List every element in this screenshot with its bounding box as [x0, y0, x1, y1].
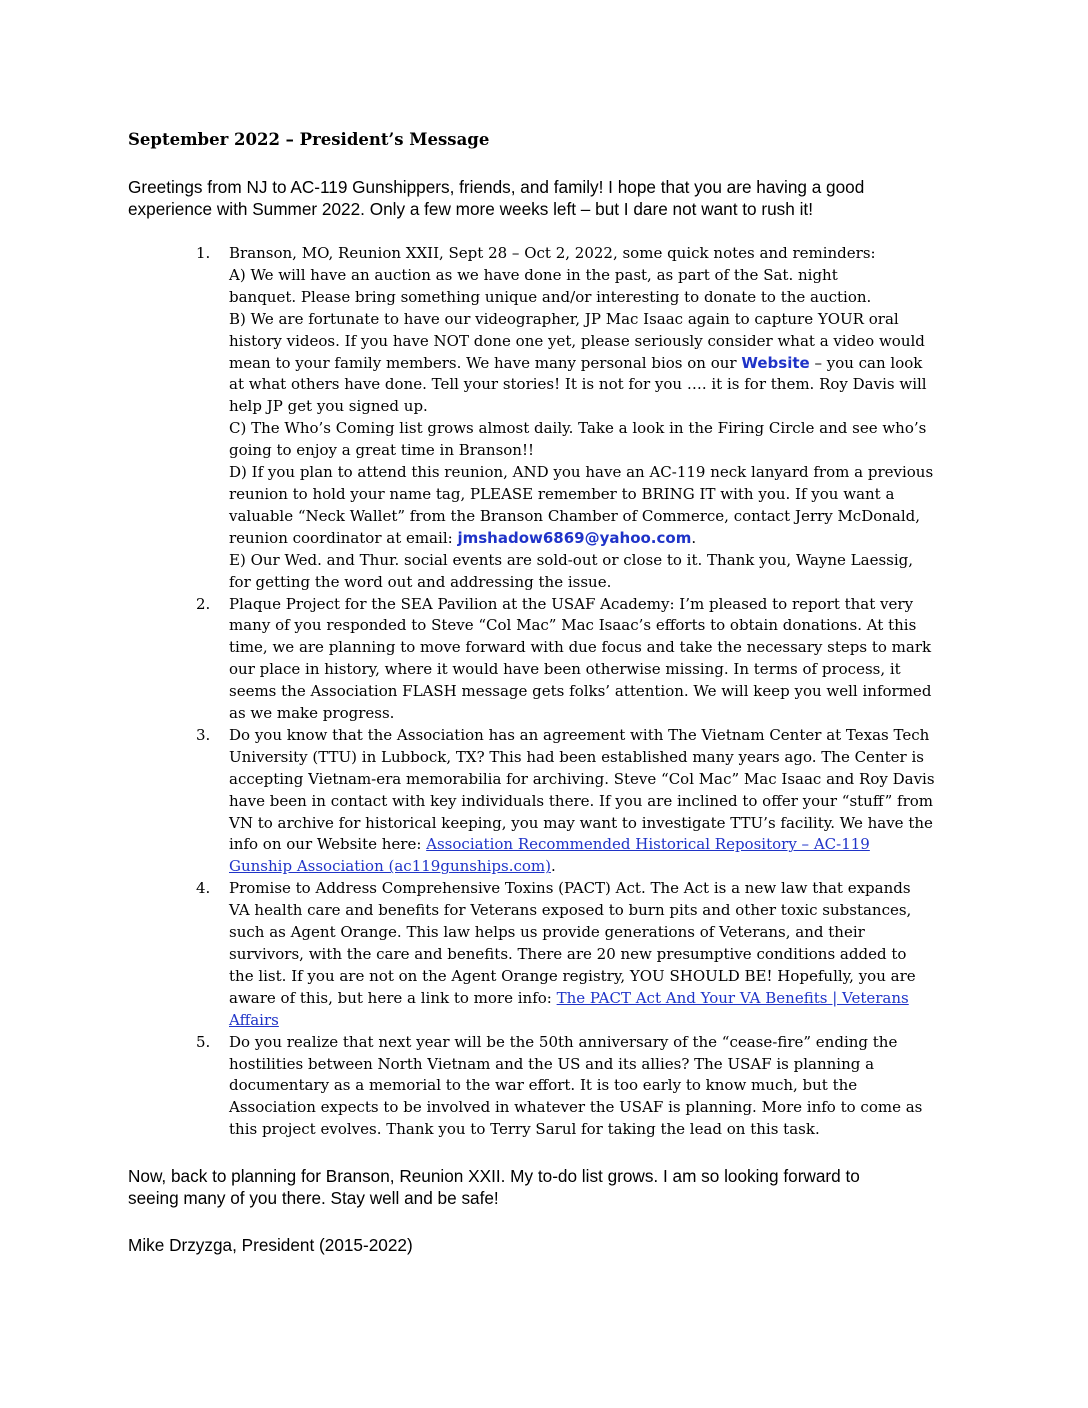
closing-line: Now, back to planning for Branson, Reunion XXII. My to-do list grows. I am so looking forward to	[128, 1166, 860, 1186]
list-line: as we make progress.	[229, 704, 395, 723]
list-line: Do you realize that next year will be the 50th anniversary of the “cease-fire” ending the	[229, 1032, 898, 1051]
list-line: for getting the word out and addressing the issue.	[229, 572, 612, 591]
list-line: hostilities between North Vietnam and the US and its allies? The USAF is planning a	[229, 1054, 875, 1073]
list-number: 1.	[196, 244, 211, 262]
list-line	[229, 856, 996, 878]
list-line	[229, 353, 996, 375]
list-line: help JP get you signed up.	[229, 397, 428, 416]
text-segment: .	[551, 857, 556, 876]
text-segment: .	[691, 528, 697, 547]
email-link[interactable]: jmshadow6869@yahoo.com	[457, 528, 692, 547]
list-line: have been in contact with key individuals there. If you are inclined to offer your “stuff” from	[229, 791, 934, 810]
list-line	[229, 988, 996, 1010]
list-number: 2.	[196, 594, 211, 613]
intro-line: Greetings from NJ to AC-119 Gunshippers, friends, and family! I hope that you are having a good	[128, 177, 865, 197]
list-line: Plaque Project for the SEA Pavilion at the USAF Academy: I’m pleased to report that very	[229, 594, 914, 613]
list-line: D) If you plan to attend this reunion, AND you have an AC-119 neck lanyard from a previous	[229, 463, 934, 482]
website-link[interactable]: Website	[741, 353, 810, 372]
list-line: such as Agent Orange. This law helps us provide generations of Veterans, and their	[229, 923, 865, 942]
list-line	[229, 528, 996, 550]
list-line: this project evolves. Thank you to Terry Sarul for taking the lead on this task.	[229, 1120, 820, 1139]
list-line: history videos. If you have NOT done one yet, please seriously consider what a video would	[229, 331, 925, 350]
list-line: seems the Association FLASH message gets folks’ attention. We will keep you well informed	[229, 682, 932, 701]
list-line: many of you responded to Steve “Col Mac” Mac Isaac’s efforts to obtain donations. At this	[229, 616, 917, 635]
numbered-list	[196, 243, 996, 1141]
intro-line: experience with Summer 2022. Only a few more weeks left – but I dare not want to rush it!	[128, 199, 813, 219]
signature: Mike Drzyzga, President (2015-2022)	[128, 1235, 413, 1255]
pact-act-link-continued[interactable]: Affairs	[229, 1010, 279, 1029]
list-line: Promise to Address Comprehensive Toxins (PACT) Act. The Act is a new law that expands	[229, 879, 911, 898]
closing-paragraph	[128, 1165, 948, 1209]
list-line	[229, 834, 996, 856]
text-segment: reunion coordinator at email:	[229, 528, 458, 547]
list-line: the list. If you are not on the Agent Orange registry, YOU SHOULD BE! Hopefully, you are	[229, 966, 916, 985]
list-line: A) We will have an auction as we have done in the past, as part of the Sat. night	[229, 265, 838, 284]
list-line: time, we are planning to move forward with due focus and take the necessary steps to mark	[229, 638, 932, 657]
pact-act-link[interactable]: The PACT Act And Your VA Benefits | Veterans	[556, 988, 909, 1007]
list-number: 5.	[196, 1032, 211, 1051]
list-item-50th-anniversary	[196, 1032, 996, 1142]
list-line: reunion to hold your name tag, PLEASE remember to BRING IT with you. If you want a	[229, 484, 895, 503]
list-line: Association expects to be involved in whatever the USAF is planning. More info to come as	[229, 1098, 923, 1117]
list-line: accepting Vietnam-era memorabilia for archiving. Steve “Col Mac” Mac Isaac and Roy Davis	[229, 769, 935, 788]
list-line: VA health care and benefits for Veterans exposed to burn pits and other toxic substances,	[229, 901, 912, 920]
text-segment: – you can look	[809, 353, 923, 372]
list-line: at what others have done. Tell your stories! It is not for you …. it is for them. Roy Davis will	[229, 375, 927, 394]
intro-paragraph	[128, 176, 948, 220]
list-line	[229, 1010, 996, 1032]
list-line: Branson, MO, Reunion XXII, Sept 28 – Oct 2, 2022, some quick notes and reminders:	[229, 244, 876, 262]
list-item-vietnam-center	[196, 725, 996, 878]
list-number: 4.	[196, 879, 211, 898]
text-segment: aware of this, but here a link to more info:	[229, 988, 557, 1007]
list-item-pact-act	[196, 878, 996, 1031]
repository-link-continued[interactable]: Gunship Association (ac119gunships.com)	[229, 857, 551, 876]
page-title: September 2022 – President’s Message	[128, 130, 490, 149]
repository-link[interactable]: Association Recommended Historical Repository – AC-119	[426, 835, 870, 854]
list-line: Do you know that the Association has an agreement with The Vietnam Center at Texas Tech	[229, 725, 930, 744]
list-item-plaque-project	[196, 594, 996, 725]
list-line: valuable “Neck Wallet” from the Branson Chamber of Commerce, contact Jerry McDonald,	[229, 506, 921, 525]
list-line: going to enjoy a great time in Branson!!	[229, 441, 535, 460]
text-segment: mean to your family members. We have many personal bios on our	[229, 353, 742, 372]
list-line: survivors, with the care and benefits. There are 20 new presumptive conditions added to	[229, 945, 907, 963]
list-number: 3.	[196, 725, 211, 744]
list-line: E) Our Wed. and Thur. social events are sold-out or close to it. Thank you, Wayne Laessig,	[229, 550, 914, 569]
list-line: C) The Who’s Coming list grows almost daily. Take a look in the Firing Circle and see who’s	[229, 419, 927, 438]
list-line: our place in history, where it would have been otherwise missing. In terms of process, it	[229, 660, 901, 679]
list-line: University (TTU) in Lubbock, TX? This had been established many years ago. The Center is	[229, 747, 924, 766]
list-line: banquet. Please bring something unique and/or interesting to donate to the auction.	[229, 287, 872, 306]
closing-line: seeing many of you there. Stay well and be safe!	[128, 1188, 499, 1208]
list-line: VN to archive for historical keeping, you may want to investigate TTU’s facility. We have the	[229, 813, 933, 832]
list-item-branson-reunion	[196, 243, 996, 594]
list-line: documentary as a memorial to the war effort. It is too early to know much, but the	[229, 1076, 858, 1095]
list-line: B) We are fortunate to have our videographer, JP Mac Isaac again to capture YOUR oral	[229, 309, 899, 328]
text-segment: info on our Website here:	[229, 835, 427, 854]
